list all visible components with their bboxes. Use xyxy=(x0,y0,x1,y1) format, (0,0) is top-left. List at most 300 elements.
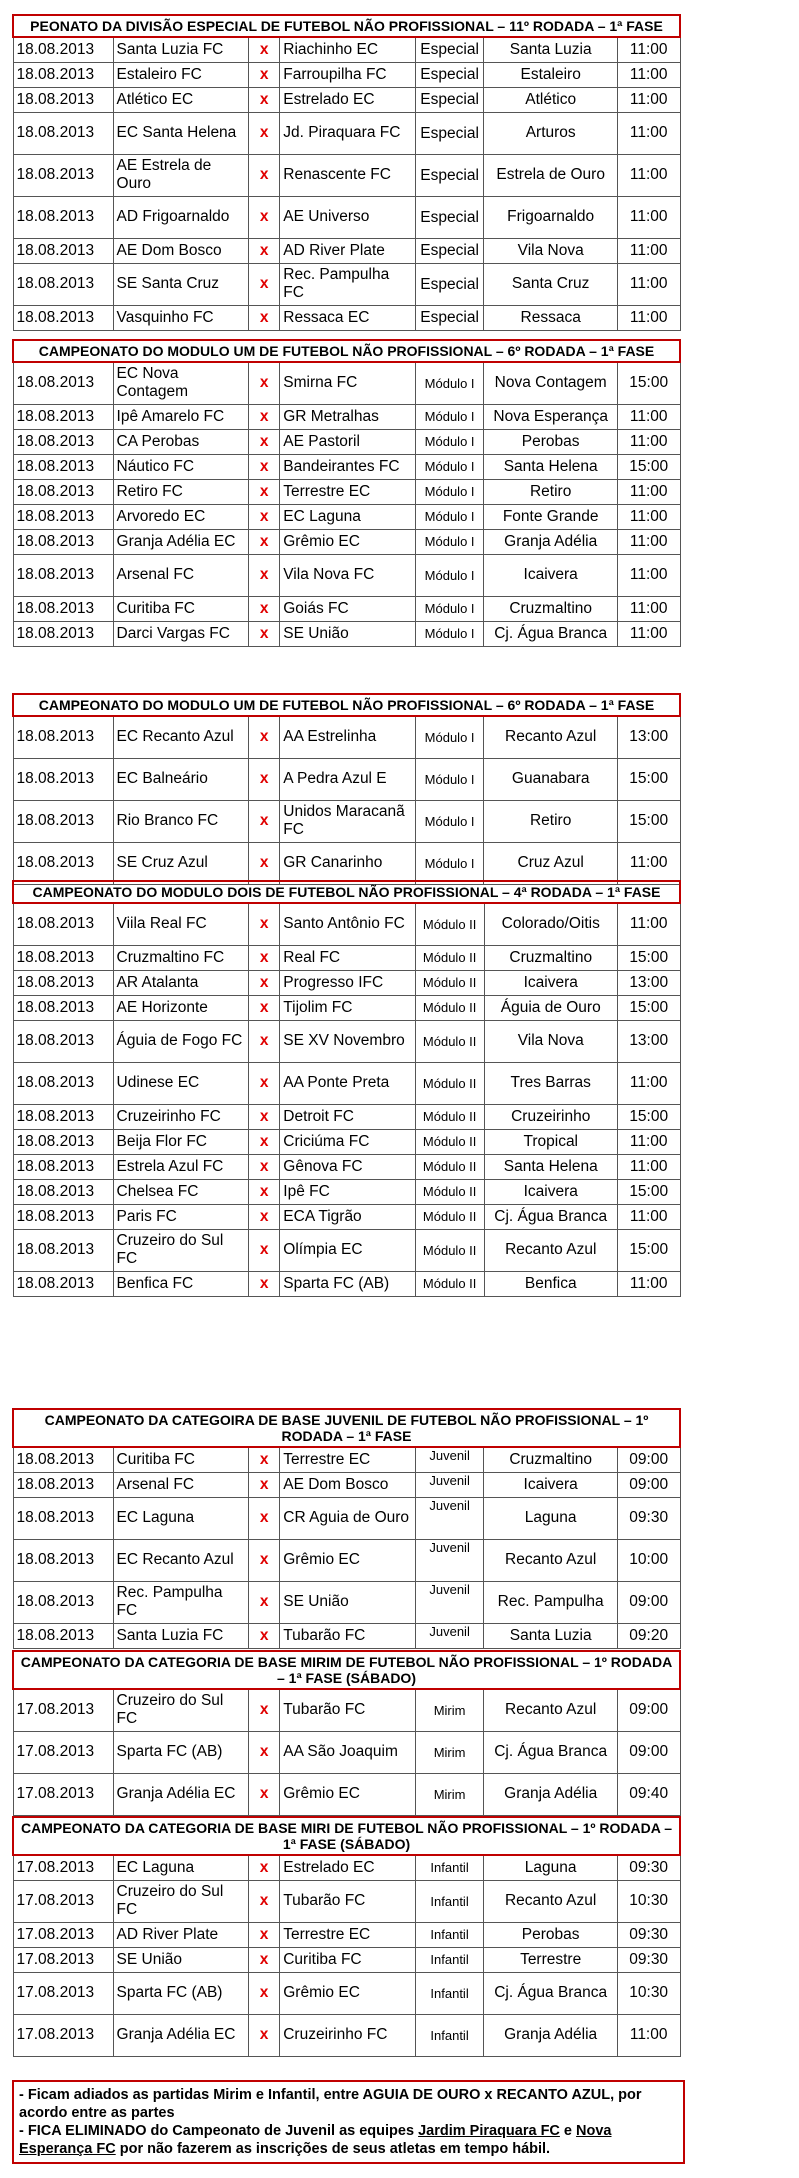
kickoff-time: 15:00 xyxy=(617,1179,680,1204)
table-title: CAMPEONATO DO MODULO UM DE FUTEBOL NÃO PROFISSIONAL – 6º RODADA – 1ª FASE xyxy=(13,694,680,716)
category: Módulo I xyxy=(415,716,484,758)
kickoff-time: 11:00 xyxy=(617,2014,680,2056)
versus-mark: x xyxy=(249,1581,280,1623)
kickoff-time: 11:00 xyxy=(617,1129,680,1154)
versus-mark: x xyxy=(249,1731,280,1773)
home-team: AE Horizonte xyxy=(113,995,248,1020)
kickoff-time: 11:00 xyxy=(617,87,680,112)
venue: Icaivera xyxy=(484,970,617,995)
home-team: Sparta FC (AB) xyxy=(113,1731,248,1773)
versus-mark: x xyxy=(249,1497,280,1539)
versus-mark: x xyxy=(249,154,280,196)
table-row xyxy=(13,1104,680,1129)
category: Módulo II xyxy=(415,1204,484,1229)
away-team: Vila Nova FC xyxy=(280,554,415,596)
home-team: Atlético EC xyxy=(113,87,248,112)
venue: Recanto Azul xyxy=(484,1539,617,1581)
away-team: ECA Tigrão xyxy=(280,1204,415,1229)
kickoff-time: 09:30 xyxy=(617,1947,680,1972)
kickoff-time: 11:00 xyxy=(617,1204,680,1229)
venue: Granja Adélia xyxy=(484,529,617,554)
away-team: Riachinho EC xyxy=(280,37,415,62)
match-date: 18.08.2013 xyxy=(13,1129,113,1154)
away-team: CR Aguia de Ouro xyxy=(280,1497,415,1539)
versus-mark: x xyxy=(249,903,280,945)
kickoff-time: 13:00 xyxy=(617,716,680,758)
table-title: CAMPEONATO DA CATEGORIA DE BASE MIRI DE FUTEBOL NÃO PROFISSIONAL – 1º RODADA – 1ª FASE (SÁBADO) xyxy=(13,1817,680,1855)
match-date: 18.08.2013 xyxy=(13,1229,113,1271)
away-team: Terrestre EC xyxy=(280,479,415,504)
table-row xyxy=(13,1129,680,1154)
schedule-table xyxy=(12,1650,681,1816)
kickoff-time: 15:00 xyxy=(617,454,680,479)
venue: Icaivera xyxy=(484,1472,617,1497)
versus-mark: x xyxy=(249,87,280,112)
category: Módulo I xyxy=(415,596,484,621)
versus-mark: x xyxy=(249,1689,280,1731)
kickoff-time: 11:00 xyxy=(617,62,680,87)
match-date: 18.08.2013 xyxy=(13,554,113,596)
table-row xyxy=(13,1229,680,1271)
category: Módulo II xyxy=(415,1154,484,1179)
category: Juvenil xyxy=(415,1581,484,1623)
versus-mark: x xyxy=(249,404,280,429)
match-date: 18.08.2013 xyxy=(13,1062,113,1104)
category: Módulo I xyxy=(415,758,484,800)
note-eliminated-prefix: - FICA ELIMINADO do Campeonato de Juvenil as equipes xyxy=(19,2123,419,2139)
venue: Granja Adélia xyxy=(484,1773,617,1815)
table-row xyxy=(13,1731,680,1773)
venue: Tropical xyxy=(484,1129,617,1154)
table-row xyxy=(13,37,680,62)
match-date: 18.08.2013 xyxy=(13,903,113,945)
category: Módulo I xyxy=(415,362,484,404)
match-date: 18.08.2013 xyxy=(13,1020,113,1062)
home-team: Curitiba FC xyxy=(113,1447,248,1472)
venue: Águia de Ouro xyxy=(484,995,617,1020)
match-date: 18.08.2013 xyxy=(13,1179,113,1204)
away-team: Rec. Pampulha FC xyxy=(280,263,415,305)
home-team: Granja Adélia EC xyxy=(113,1773,248,1815)
away-team: SE União xyxy=(280,1581,415,1623)
kickoff-time: 13:00 xyxy=(617,970,680,995)
match-date: 18.08.2013 xyxy=(13,87,113,112)
kickoff-time: 11:00 xyxy=(617,1154,680,1179)
match-date: 18.08.2013 xyxy=(13,504,113,529)
away-team: Jd. Piraquara FC xyxy=(280,112,415,154)
versus-mark: x xyxy=(249,1271,280,1296)
home-team: Arsenal FC xyxy=(113,1472,248,1497)
table-title: CAMPEONATO DA CATEGORIA DE BASE MIRIM DE FUTEBOL NÃO PROFISSIONAL – 1º RODADA – 1ª FASE (SÁBADO) xyxy=(13,1651,680,1689)
table-row xyxy=(13,1581,680,1623)
match-date: 18.08.2013 xyxy=(13,429,113,454)
home-team: Cruzmaltino FC xyxy=(113,945,248,970)
match-date: 17.08.2013 xyxy=(13,1689,113,1731)
venue: Frigoarnaldo xyxy=(484,196,617,238)
category: Especial xyxy=(415,154,484,196)
table-row xyxy=(13,1855,680,1880)
table-row xyxy=(13,454,680,479)
category: Especial xyxy=(415,112,484,154)
away-team: Grêmio EC xyxy=(280,1972,415,2014)
table-row xyxy=(13,903,680,945)
table-row xyxy=(13,2014,680,2056)
match-date: 17.08.2013 xyxy=(13,1922,113,1947)
category: Módulo I xyxy=(415,429,484,454)
match-date: 18.08.2013 xyxy=(13,945,113,970)
category: Especial xyxy=(415,263,484,305)
match-date: 18.08.2013 xyxy=(13,800,113,842)
away-team: Bandeirantes FC xyxy=(280,454,415,479)
kickoff-time: 11:00 xyxy=(617,404,680,429)
away-team: Progresso IFC xyxy=(280,970,415,995)
away-team: Santo Antônio FC xyxy=(280,903,415,945)
home-team: AE Dom Bosco xyxy=(113,238,248,263)
schedule-table xyxy=(12,339,681,647)
kickoff-time: 11:00 xyxy=(617,842,680,884)
table-row xyxy=(13,621,680,646)
kickoff-time: 15:00 xyxy=(617,945,680,970)
match-date: 18.08.2013 xyxy=(13,758,113,800)
kickoff-time: 13:00 xyxy=(617,1020,680,1062)
home-team: SE Santa Cruz xyxy=(113,263,248,305)
versus-mark: x xyxy=(249,1020,280,1062)
match-date: 18.08.2013 xyxy=(13,305,113,330)
versus-mark: x xyxy=(249,945,280,970)
kickoff-time: 15:00 xyxy=(617,800,680,842)
match-date: 18.08.2013 xyxy=(13,37,113,62)
home-team: Rec. Pampulha FC xyxy=(113,1581,248,1623)
category: Mirim xyxy=(415,1731,484,1773)
kickoff-time: 15:00 xyxy=(617,995,680,1020)
home-team: Darci Vargas FC xyxy=(113,621,248,646)
category: Módulo I xyxy=(415,529,484,554)
note-conjunction: e xyxy=(559,2123,577,2139)
versus-mark: x xyxy=(249,112,280,154)
away-team: Renascente FC xyxy=(280,154,415,196)
away-team: Real FC xyxy=(280,945,415,970)
kickoff-time: 09:00 xyxy=(617,1472,680,1497)
match-date: 18.08.2013 xyxy=(13,842,113,884)
away-team: Terrestre EC xyxy=(280,1922,415,1947)
eliminated-team-2: Nova Esperança FC xyxy=(19,2123,612,2157)
category: Especial xyxy=(415,37,484,62)
match-date: 18.08.2013 xyxy=(13,596,113,621)
away-team: Olímpia EC xyxy=(280,1229,415,1271)
home-team: Sparta FC (AB) xyxy=(113,1972,248,2014)
venue: Santa Cruz xyxy=(484,263,617,305)
venue: Santa Luzia xyxy=(484,37,617,62)
category: Módulo I xyxy=(415,454,484,479)
category: Módulo II xyxy=(415,1229,484,1271)
versus-mark: x xyxy=(249,37,280,62)
match-date: 18.08.2013 xyxy=(13,479,113,504)
category: Módulo II xyxy=(415,1062,484,1104)
home-team: AD River Plate xyxy=(113,1922,248,1947)
category: Módulo I xyxy=(415,800,484,842)
match-date: 18.08.2013 xyxy=(13,1581,113,1623)
match-date: 17.08.2013 xyxy=(13,1972,113,2014)
home-team: Arvoredo EC xyxy=(113,504,248,529)
home-team: SE União xyxy=(113,1947,248,1972)
match-date: 18.08.2013 xyxy=(13,62,113,87)
category: Módulo II xyxy=(415,1271,484,1296)
table-title: PEONATO DA DIVISÃO ESPECIAL DE FUTEBOL NÃO PROFISSIONAL – 11º RODADA – 1ª FASE xyxy=(13,15,680,37)
venue: Vila Nova xyxy=(484,238,617,263)
versus-mark: x xyxy=(249,1204,280,1229)
table-row xyxy=(13,554,680,596)
table-row xyxy=(13,154,680,196)
kickoff-time: 15:00 xyxy=(617,758,680,800)
home-team: Chelsea FC xyxy=(113,1179,248,1204)
versus-mark: x xyxy=(249,621,280,646)
table-row xyxy=(13,1497,680,1539)
match-date: 18.08.2013 xyxy=(13,454,113,479)
kickoff-time: 11:00 xyxy=(617,429,680,454)
versus-mark: x xyxy=(249,529,280,554)
home-team: Beija Flor FC xyxy=(113,1129,248,1154)
table-row xyxy=(13,62,680,87)
kickoff-time: 11:00 xyxy=(617,196,680,238)
kickoff-time: 09:20 xyxy=(617,1623,680,1648)
match-date: 18.08.2013 xyxy=(13,1204,113,1229)
venue: Fonte Grande xyxy=(484,504,617,529)
table-row xyxy=(13,1880,680,1922)
category: Especial xyxy=(415,238,484,263)
versus-mark: x xyxy=(249,1154,280,1179)
venue: Arturos xyxy=(484,112,617,154)
kickoff-time: 09:00 xyxy=(617,1447,680,1472)
venue: Estaleiro xyxy=(484,62,617,87)
kickoff-time: 11:00 xyxy=(617,903,680,945)
home-team: Curitiba FC xyxy=(113,596,248,621)
away-team: Ressaca EC xyxy=(280,305,415,330)
match-date: 18.08.2013 xyxy=(13,529,113,554)
venue: Laguna xyxy=(484,1855,617,1880)
kickoff-time: 15:00 xyxy=(617,362,680,404)
away-team: Smirna FC xyxy=(280,362,415,404)
home-team: Paris FC xyxy=(113,1204,248,1229)
versus-mark: x xyxy=(249,305,280,330)
home-team: Retiro FC xyxy=(113,479,248,504)
away-team: Sparta FC (AB) xyxy=(280,1271,415,1296)
kickoff-time: 09:30 xyxy=(617,1855,680,1880)
home-team: EC Recanto Azul xyxy=(113,1539,248,1581)
kickoff-time: 11:00 xyxy=(617,305,680,330)
away-team: AD River Plate xyxy=(280,238,415,263)
versus-mark: x xyxy=(249,1623,280,1648)
away-team: Tubarão FC xyxy=(280,1623,415,1648)
kickoff-time: 11:00 xyxy=(617,621,680,646)
kickoff-time: 11:00 xyxy=(617,238,680,263)
table-row xyxy=(13,716,680,758)
venue: Cj. Água Branca xyxy=(484,1972,617,2014)
versus-mark: x xyxy=(248,1972,279,2014)
schedule-table xyxy=(12,693,681,885)
kickoff-time: 09:40 xyxy=(617,1773,680,1815)
home-team: AE Estrela de Ouro xyxy=(113,154,248,196)
table-row xyxy=(13,1062,680,1104)
venue: Vila Nova xyxy=(484,1020,617,1062)
home-team: Ipê Amarelo FC xyxy=(113,404,248,429)
table-row xyxy=(13,1972,680,2014)
home-team: Estrela Azul FC xyxy=(113,1154,248,1179)
table-row xyxy=(13,87,680,112)
away-team: Grêmio EC xyxy=(280,1773,415,1815)
home-team: Granja Adélia EC xyxy=(113,529,248,554)
away-team: Estrelado EC xyxy=(280,1855,415,1880)
kickoff-time: 09:30 xyxy=(617,1922,680,1947)
versus-mark: x xyxy=(249,800,280,842)
category: Infantil xyxy=(415,1880,484,1922)
home-team: Águia de Fogo FC xyxy=(113,1020,248,1062)
versus-mark: x xyxy=(249,429,280,454)
away-team: Curitiba FC xyxy=(280,1947,415,1972)
table-row xyxy=(13,238,680,263)
kickoff-time: 09:00 xyxy=(617,1689,680,1731)
venue: Cruzmaltino xyxy=(484,596,617,621)
venue: Retiro xyxy=(484,479,617,504)
match-date: 18.08.2013 xyxy=(13,154,113,196)
home-team: Udinese EC xyxy=(113,1062,248,1104)
match-date: 18.08.2013 xyxy=(13,112,113,154)
kickoff-time: 11:00 xyxy=(617,554,680,596)
table-row xyxy=(13,1472,680,1497)
schedule-table xyxy=(12,880,681,1297)
venue: Cruz Azul xyxy=(484,842,617,884)
venue: Icaivera xyxy=(484,554,617,596)
versus-mark: x xyxy=(249,1104,280,1129)
venue: Ressaca xyxy=(484,305,617,330)
home-team: Cruzeirinho FC xyxy=(113,1104,248,1129)
note-eliminated xyxy=(19,2122,678,2158)
venue: Rec. Pampulha xyxy=(484,1581,617,1623)
away-team: AA Ponte Preta xyxy=(280,1062,415,1104)
table-row xyxy=(13,970,680,995)
table-row xyxy=(13,1271,680,1296)
versus-mark: x xyxy=(249,1129,280,1154)
kickoff-time: 11:00 xyxy=(617,596,680,621)
category: Mirim xyxy=(415,1773,484,1815)
venue: Cj. Água Branca xyxy=(484,621,617,646)
match-date: 18.08.2013 xyxy=(13,716,113,758)
versus-mark: x xyxy=(249,196,280,238)
venue: Cruzmaltino xyxy=(484,945,617,970)
category: Módulo I xyxy=(415,621,484,646)
away-team: A Pedra Azul E xyxy=(280,758,415,800)
venue: Santa Helena xyxy=(484,1154,617,1179)
venue: Nova Contagem xyxy=(484,362,617,404)
kickoff-time: 11:00 xyxy=(617,154,680,196)
match-date: 18.08.2013 xyxy=(13,1447,113,1472)
home-team: EC Santa Helena xyxy=(113,112,248,154)
table-row xyxy=(13,404,680,429)
versus-mark: x xyxy=(249,62,280,87)
venue: Santa Luzia xyxy=(484,1623,617,1648)
venue: Benfica xyxy=(484,1271,617,1296)
match-date: 18.08.2013 xyxy=(13,1497,113,1539)
kickoff-time: 09:00 xyxy=(617,1581,680,1623)
table-row xyxy=(13,1922,680,1947)
away-team: Estrelado EC xyxy=(280,87,415,112)
kickoff-time: 09:00 xyxy=(617,1731,680,1773)
away-team: AA Estrelinha xyxy=(280,716,415,758)
venue: Cruzeirinho xyxy=(484,1104,617,1129)
away-team: Cruzeirinho FC xyxy=(280,2014,415,2056)
home-team: Cruzeiro do Sul FC xyxy=(113,1689,248,1731)
category: Juvenil xyxy=(415,1497,484,1539)
table-row xyxy=(13,1179,680,1204)
table-row xyxy=(13,1447,680,1472)
venue: Cruzmaltino xyxy=(484,1447,617,1472)
versus-mark: x xyxy=(249,362,280,404)
table-row xyxy=(13,263,680,305)
table-row xyxy=(13,529,680,554)
category: Módulo II xyxy=(415,945,484,970)
home-team: CA Perobas xyxy=(113,429,248,454)
versus-mark: x xyxy=(249,995,280,1020)
versus-mark: x xyxy=(249,1179,280,1204)
kickoff-time: 09:30 xyxy=(617,1497,680,1539)
venue: Guanabara xyxy=(484,758,617,800)
match-date: 18.08.2013 xyxy=(13,362,113,404)
match-date: 18.08.2013 xyxy=(13,1154,113,1179)
match-date: 17.08.2013 xyxy=(13,1773,113,1815)
match-date: 18.08.2013 xyxy=(13,970,113,995)
away-team: AE Dom Bosco xyxy=(280,1472,415,1497)
venue: Granja Adélia xyxy=(484,2014,617,2056)
home-team: EC Recanto Azul xyxy=(113,716,248,758)
home-team: Estaleiro FC xyxy=(113,62,248,87)
away-team: EC Laguna xyxy=(280,504,415,529)
table-row xyxy=(13,1773,680,1815)
table-row xyxy=(13,1154,680,1179)
versus-mark: x xyxy=(249,1062,280,1104)
versus-mark: x xyxy=(249,1472,280,1497)
home-team: EC Laguna xyxy=(113,1497,248,1539)
category: Juvenil xyxy=(415,1472,484,1497)
match-date: 18.08.2013 xyxy=(13,238,113,263)
venue: Icaivera xyxy=(484,1179,617,1204)
table-row xyxy=(13,429,680,454)
table-row xyxy=(13,112,680,154)
home-team: EC Balneário xyxy=(113,758,248,800)
table-row xyxy=(13,1623,680,1648)
versus-mark: x xyxy=(249,263,280,305)
match-date: 18.08.2013 xyxy=(13,1472,113,1497)
home-team: Cruzeiro do Sul FC xyxy=(113,1229,248,1271)
category: Módulo II xyxy=(415,1020,484,1062)
table-row xyxy=(13,479,680,504)
match-date: 18.08.2013 xyxy=(13,1271,113,1296)
kickoff-time: 15:00 xyxy=(617,1229,680,1271)
category: Módulo I xyxy=(415,842,484,884)
match-date: 18.08.2013 xyxy=(13,404,113,429)
venue: Perobas xyxy=(484,1922,617,1947)
versus-mark: x xyxy=(249,479,280,504)
table-row xyxy=(13,945,680,970)
versus-mark: x xyxy=(249,1229,280,1271)
table-row xyxy=(13,196,680,238)
table-row xyxy=(13,842,680,884)
away-team: Unidos Maracanã FC xyxy=(280,800,415,842)
category: Infantil xyxy=(415,2014,484,2056)
home-team: Santa Luzia FC xyxy=(113,1623,248,1648)
home-team: Arsenal FC xyxy=(113,554,248,596)
kickoff-time: 11:00 xyxy=(617,1271,680,1296)
away-team: AA São Joaquim xyxy=(280,1731,415,1773)
kickoff-time: 11:00 xyxy=(617,479,680,504)
